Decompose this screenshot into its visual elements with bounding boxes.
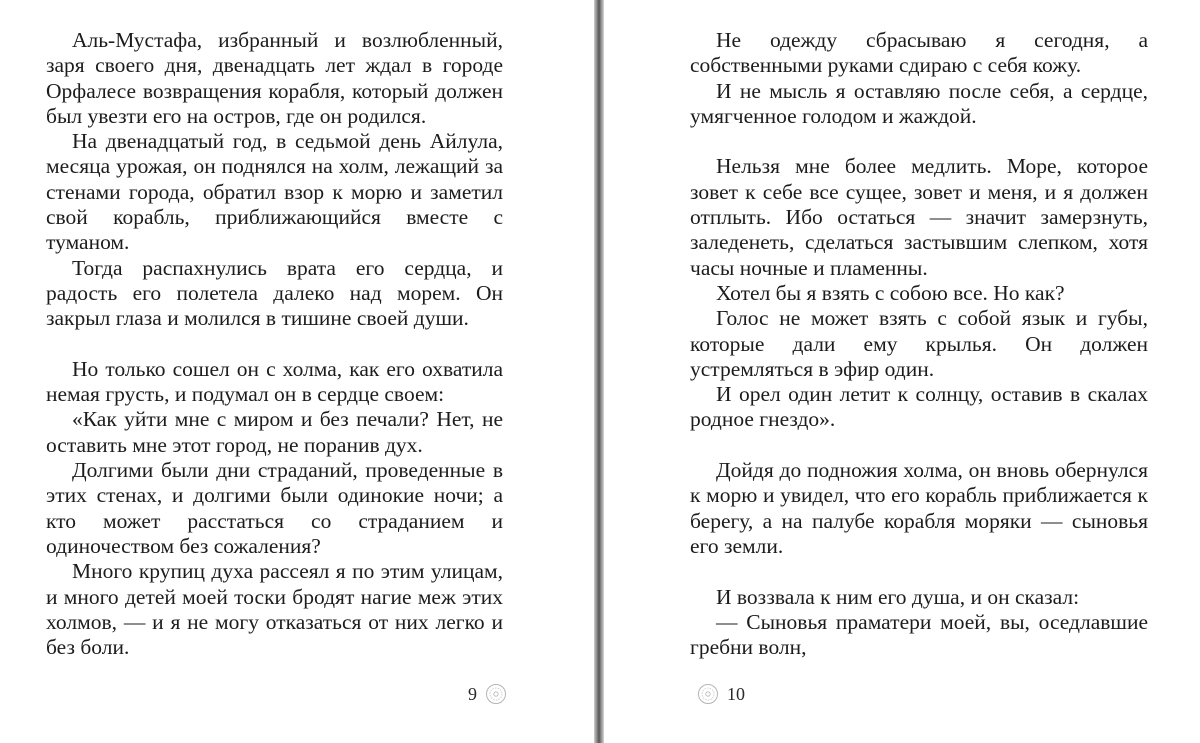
paragraph: Нельзя мне более медлить. Море, которое зовет к себе все сущее, зовет и меня, и я должен отплыть. Ибо остаться — значит замерзнуть, заледенеть, сделаться застывшим слепком, хотя часы ночные и пламенны. [690,154,1148,280]
paragraph: — Сыновья праматери моей, вы, оседлавшие гребни волн, [690,609,1148,660]
paragraph: «Как уйти мне с миром и без печали? Нет, не оставить мне этот город, не поранив дух. [46,407,503,457]
right-page-text [690,28,1148,660]
rosette-ornament-icon [485,683,507,705]
right-page [604,0,1200,743]
paragraph: На двенадцатый год, в седьмой день Айлула, месяца урожая, он поднялся на холм, лежащий за стенами города, обратил взор к морю и заметил свой корабль, приближающийся вместе с туманом. [46,129,503,255]
rosette-ornament-icon [697,683,719,705]
paragraph: Хотел бы я взять с собою все. Но как? [716,280,1065,305]
paragraph: Голос не может взять с собой язык и губы, которые дали ему крылья. Он должен устремляться в эфир один. [690,306,1148,381]
section-break [46,332,503,357]
paragraph: Аль-Мустафа, избранный и возлюбленный, заря своего дня, двенадцать лет ждал в городе Орфалесе возвращения корабля, который должен был увезти его на остров, где он родился. [46,28,503,128]
section-break [690,129,1148,154]
paragraph: Не одежду сбрасываю я сегодня, а собственными руками сдираю с себя кожу. [690,28,1148,78]
section-break [690,433,1148,458]
page-number: 9 [468,683,477,704]
page-number: 10 [727,683,745,704]
paragraph: Дойдя до подножия холма, он вновь обернулся к морю и увидел, что его корабль приближается к берегу, а на палубе корабля моряки — сыновья его земли. [690,458,1148,558]
paragraph: Тогда распахнулись врата его сердца, и радость его полетела далеко над морем. Он закрыл глаза и молился в тишине своей души. [46,255,503,331]
paragraph: Долгими были дни страданий, проведенные в этих стенах, и долгими были одинокие ночи; а кто может расстаться со страданием и одиночеством без сожаления? [46,458,503,558]
paragraph: И орел один летит к солнцу, оставив в скалах родное гнездо». [690,382,1148,432]
page-number-footer [697,683,745,705]
paragraph: И воззвала к ним его душа, и он сказал: [716,584,1080,609]
paragraph: Много крупиц духа рассеял я по этим улицам, и много детей моей тоски бродят нагие меж этих холмов, — и я не могу отказаться от них легко и без боли. [46,559,503,660]
left-page-text [46,28,503,660]
paragraph: И не мысль я оставляю после себя, а сердце, умягченное голодом и жаждой. [690,78,1148,128]
section-break [690,559,1148,584]
left-page [0,0,594,743]
paragraph: Но только сошел он с холма, как его охватила немая грусть, и подумал он в сердце своем: [46,356,503,407]
page-number-footer [468,683,507,705]
book-spine-gutter [594,0,604,743]
